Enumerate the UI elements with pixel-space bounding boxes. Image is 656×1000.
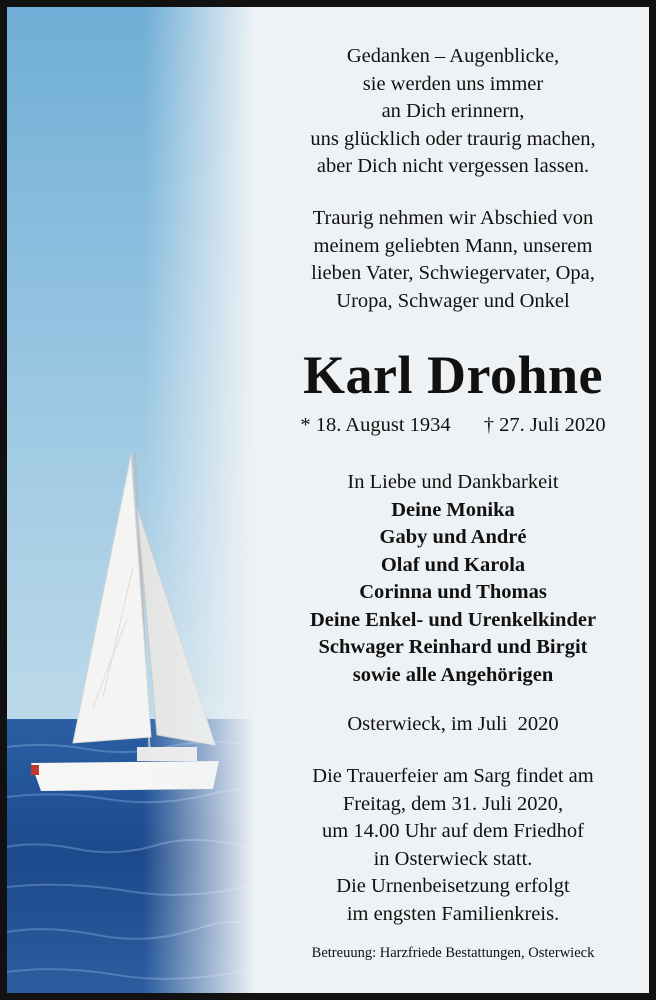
mourner-name: Olaf und Karola <box>380 553 526 576</box>
mourner-name: Deine Monika <box>391 498 515 521</box>
poem-line: Gedanken – Augenblicke, <box>346 45 560 67</box>
mourner-name: Deine Enkel- und Urenkelkinder <box>309 608 597 631</box>
birth-date: * 18. August 1934 <box>300 414 451 436</box>
funeral-line: im engsten Familienkreis. <box>346 902 560 925</box>
mourners <box>259 469 647 689</box>
sailboat-photo <box>7 7 255 993</box>
deceased-name: Karl Drohne <box>303 345 603 405</box>
intro-line: Uropa, Schwager und Onkel <box>336 289 570 312</box>
farewell-intro <box>259 205 647 315</box>
funeral-line: Die Urnenbeisetzung erfolgt <box>336 875 570 897</box>
poem <box>259 43 647 181</box>
poem-line: uns glücklich oder traurig machen, <box>310 127 596 150</box>
funeral-line: Freitag, dem 31. Juli 2020, <box>342 792 564 815</box>
poem-line: aber Dich nicht vergessen lassen. <box>316 155 590 177</box>
mourners-lead: In Liebe und Dankbarkeit <box>347 471 559 493</box>
funeral-line: um 14.00 Uhr auf dem Friedhof <box>322 820 584 842</box>
mourner-name: Schwager Reinhard und Birgit <box>318 636 588 658</box>
funeral-home-credit: Betreuung: Harzfriede Bestattungen, Osterwieck <box>311 945 595 961</box>
place-date <box>259 711 647 739</box>
mourner-name: Gaby und André <box>379 526 527 548</box>
funeral-details <box>259 763 647 928</box>
intro-line: Traurig nehmen wir Abschied von <box>312 207 594 229</box>
poem-line: sie werden uns immer <box>362 72 544 95</box>
poem-line: an Dich erinnern, <box>381 100 525 122</box>
intro-line: meinem geliebten Mann, unserem <box>313 234 593 257</box>
life-dates <box>259 411 647 439</box>
mourner-name: sowie alle Angehörigen <box>352 663 554 686</box>
funeral-line: in Osterwieck statt. <box>373 847 533 870</box>
intro-line: lieben Vater, Schwiegervater, Opa, <box>311 262 595 284</box>
funeral-line: Die Trauerfeier am Sarg findet am <box>312 765 594 787</box>
place-date-text: Osterwieck, im Juli 2020 <box>347 713 559 735</box>
death-date: † 27. Juli 2020 <box>483 414 606 436</box>
mourner-name: Corinna und Thomas <box>359 581 547 603</box>
